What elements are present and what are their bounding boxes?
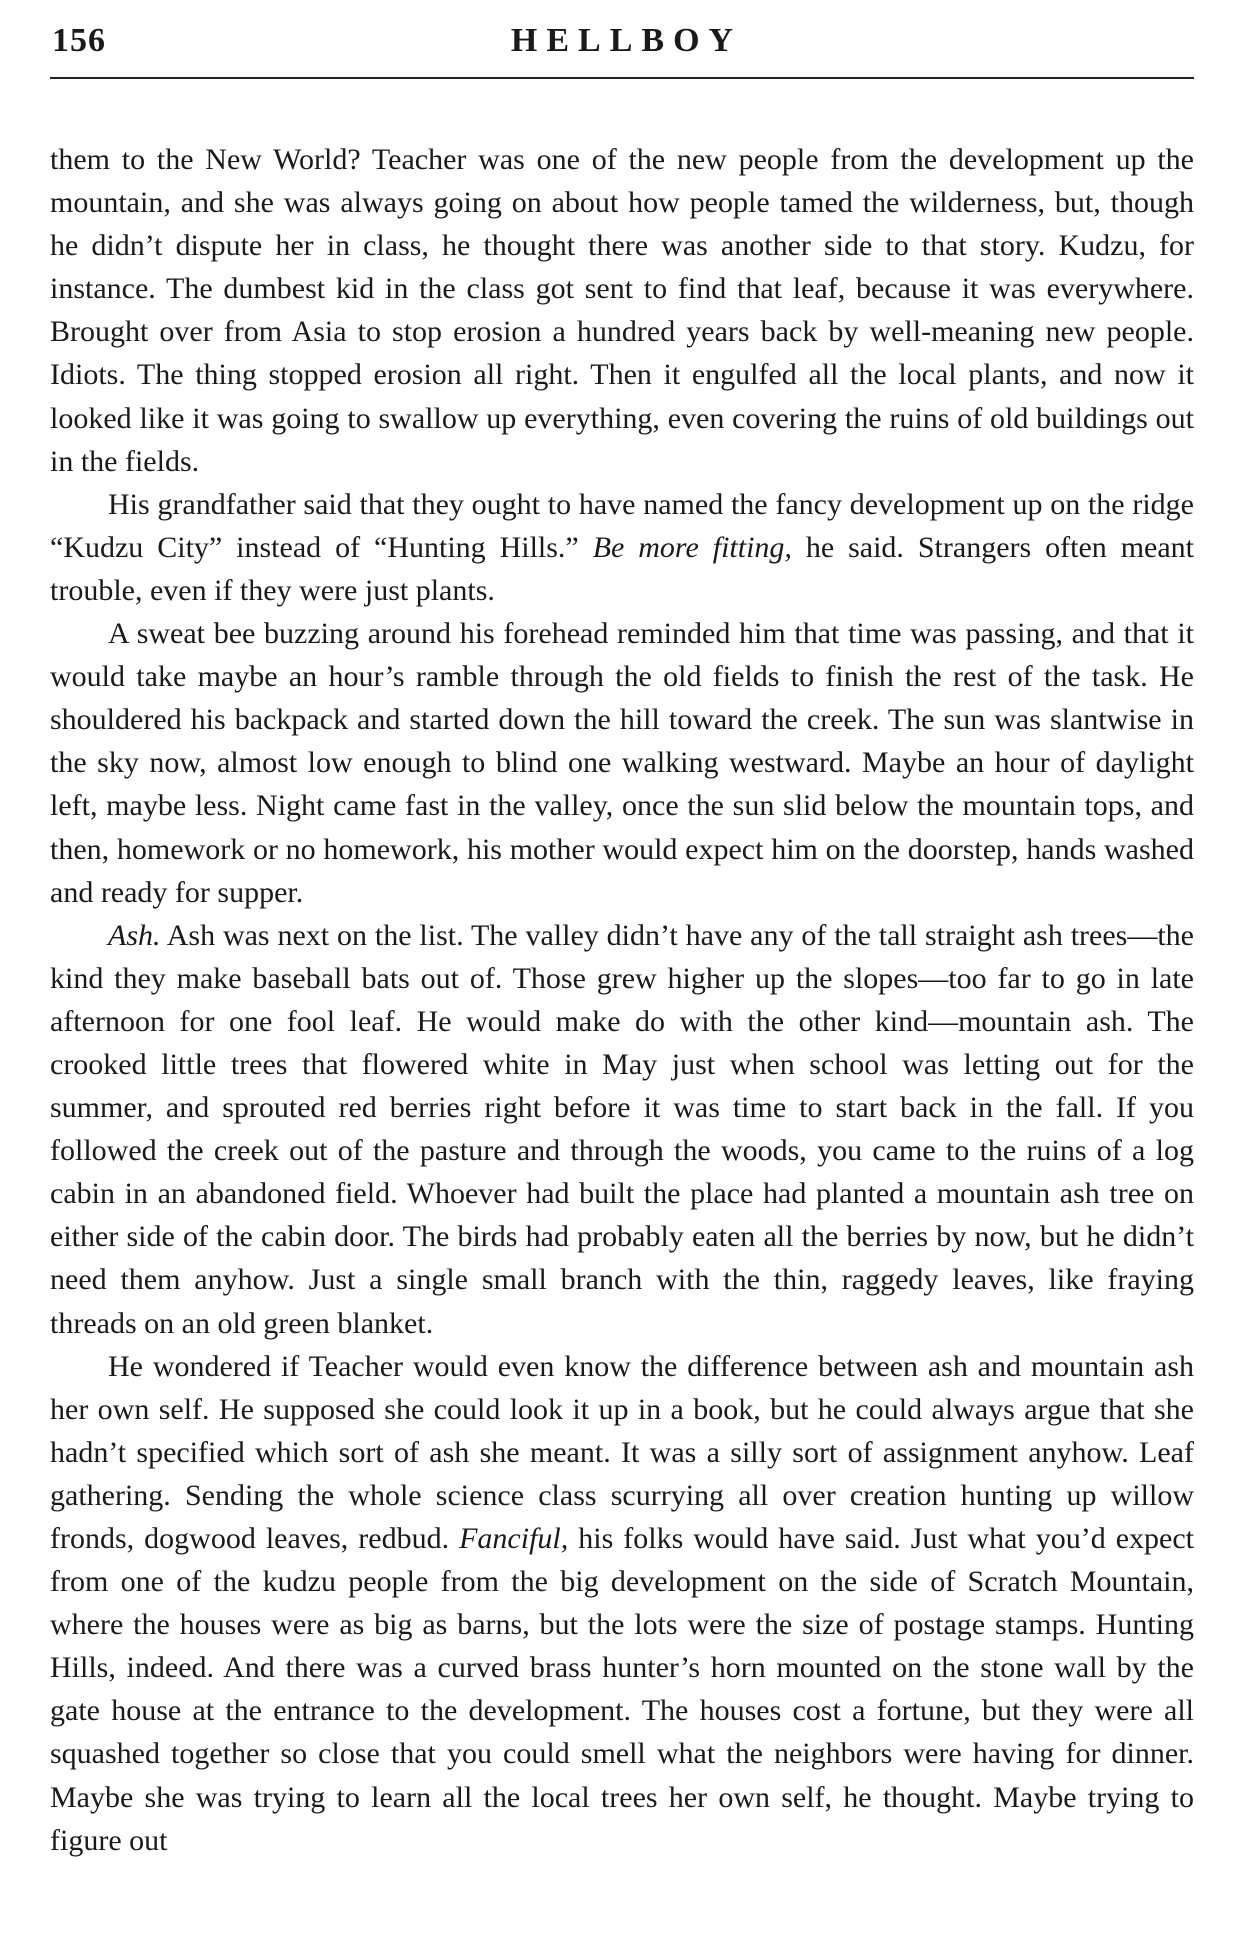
running-title: HELLBOY — [510, 22, 743, 59]
text-run: he said. Strangers often meant trouble, even if they were just plants. — [50, 530, 1194, 607]
text-run: A sweat bee buzzing around his forehead reminded him that time was passing, and that it would take maybe an hour’s ramble through the old fields to finish the rest of the task. He shouldered his backpack and started down the hill toward the creek. The sun was slantwise in the sky now, almost low enough to blind one walking westward. Maybe an hour of daylight left, maybe less. Night came fast in the valley, once the sun slid below the mountain tops, and then, homework or no homework, his mother would expect him on the doorstep, hands washed and ready for supper. — [50, 617, 1194, 909]
body-text — [50, 138, 1194, 1862]
running-head — [50, 22, 1194, 80]
text-run: His grandfather said that they ought to have named the fancy development up on the ridge “Kudzu City” instead of “Hunting Hills.” — [50, 487, 1194, 564]
paragraph-3 — [50, 612, 1194, 914]
paragraph-2 — [50, 483, 1194, 612]
italic-phrase: Fanciful, — [459, 1522, 569, 1555]
text-run: He wondered if Teacher would even know the difference between ash and mountain ash her own self. He supposed she could look it up in a book, but he could always argue that she hadn’t specified which sort of ash she meant. It was a silly sort of assignment anyhow. Leaf gathering. Sending the whole science class scurrying all over creation hunting up willow fronds, dogwood leaves, redbud. — [50, 1349, 1194, 1555]
paragraph-1 — [50, 138, 1194, 483]
paragraph-4 — [50, 914, 1194, 1345]
paragraph-5 — [50, 1345, 1194, 1862]
text-run: Ash was next on the list. The valley didn’t have any of the tall straight ash trees—the kind they make baseball bats out of. Those grew higher up the slopes—too far to go in late afternoon for one fool leaf. He would make do with the other kind—mountain ash. The crooked little trees that flowered white in May just when school was letting out for the summer, and sprouted red berries right before it was time to start back in the fall. If you followed the creek out of the pasture and through the woods, you came to the ruins of a log cabin in an abandoned field. Whoever had built the place had planted a mountain ash tree on either side of the cabin door. The birds had probably eaten all the berries by now, but he didn’t need them anyhow. Just a single small branch with the thin, raggedy leaves, like fraying threads on an old green blanket. — [50, 918, 1194, 1340]
header-rule — [50, 77, 1194, 79]
italic-phrase: Be more fitting, — [592, 530, 792, 564]
text-run: his folks would have said. Just what you’d expect from one of the kudzu people from the big development on the side of Scratch Mountain, where the houses were as big as barns, but the lots were the size of postage stamps. Hunting Hills, indeed. And there was a curved brass hunter’s horn mounted on the stone wall by the gate house at the entrance to the development. The houses cost a fortune, but they were all squashed together so close that you could smell what the neighbors were having for dinner. Maybe she was trying to learn all the local trees her own self, he thought. Maybe trying to figure out — [50, 1522, 1194, 1857]
italic-phrase: Ash. — [108, 918, 161, 952]
text-run: them to the New World? Teacher was one of the new people from the development up the mountain, and she was always going on about how people tamed the wilderness, but, though he didn’t dispute her in class, he thought there was another side to that story. Kudzu, for instance. The dumbest kid in the class got sent to find that leaf, because it was everywhere. Brought over from Asia to stop erosion a hundred years back by well-meaning new people. Idiots. The thing stopped erosion all right. Then it engulfed all the local plants, and now it looked like it was going to swallow up everything, even covering the ruins of old buildings out in the fields. — [50, 143, 1194, 478]
page-number: 156 — [52, 22, 106, 59]
